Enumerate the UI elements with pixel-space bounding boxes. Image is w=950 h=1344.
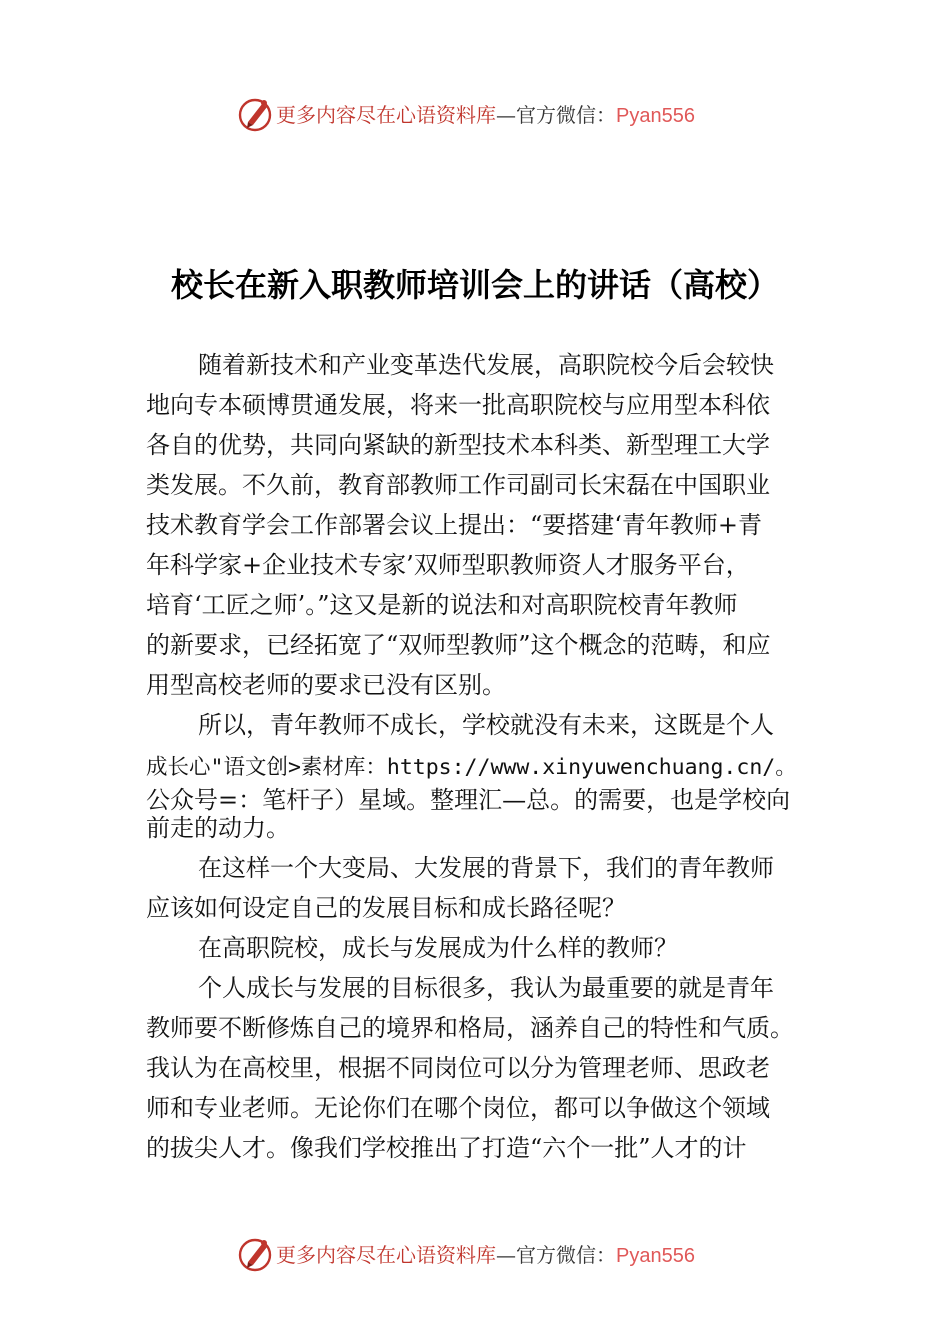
header-banner <box>0 92 950 136</box>
body-line: 的拔尖人才。像我们学校推出了打造“六个一批”人才的计 <box>146 1134 747 1162</box>
body-line: 年科学家+企业技术专家’双师型职教师资人才服务平台， <box>146 551 750 579</box>
body-line: 技术教育学会工作部署会议上提出：“要搭建‘青年教师+青 <box>146 511 763 539</box>
body-line: 应该如何设定自己的发展目标和成长路径呢？ <box>146 894 626 922</box>
body-line: 地向专本硕博贯通发展，将来一批高职院校与应用型本科依 <box>146 391 770 419</box>
banner-library-name: 更多内容尽在心语资料库 <box>276 103 496 127</box>
body-line: 个人成长与发展的目标很多，我认为最重要的就是青年 <box>198 974 774 1002</box>
banner-library-name: 更多内容尽在心语资料库 <box>276 1243 496 1267</box>
body-line: 随着新技术和产业变革迭代发展，高职院校今后会较快 <box>198 351 774 379</box>
body-line: 类发展。不久前，教育部教师工作司副司长宋磊在中国职业 <box>146 471 770 499</box>
banner-text <box>276 101 695 129</box>
banner-wechat-label: —官方微信： <box>496 1243 616 1267</box>
banner-wechat-id: Pyan556 <box>616 105 695 127</box>
body-line: 师和专业老师。无论你们在哪个岗位，都可以争做这个领域 <box>146 1094 770 1122</box>
body-line: 前走的动力。 <box>146 814 290 842</box>
pen-logo-icon <box>236 1234 276 1274</box>
body-line: 所以，青年教师不成长，学校就没有未来，这既是个人 <box>198 711 774 739</box>
body-line: 用型高校老师的要求已没有区别。 <box>146 671 506 699</box>
body-line: 教师要不断修炼自己的境界和格局，涵养自己的特性和气质。 <box>146 1014 794 1042</box>
body-line: 公众号=：笔杆子）星域。整理汇—总。的需要，也是学校向 <box>146 786 791 814</box>
banner-text <box>276 1241 695 1269</box>
document-title: 校长在新入职教师培训会上的讲话（高校） <box>170 266 779 304</box>
pen-logo-icon <box>236 94 276 134</box>
banner-wechat-label: —官方微信： <box>496 103 616 127</box>
body-line: 在这样一个大变局、大发展的背景下，我们的青年教师 <box>198 854 774 882</box>
body-line-url: 成长心"语文创>素材库：https://www.xinyuwenchuang.cn/。 <box>146 755 797 780</box>
body-line: 的新要求，已经拓宽了“双师型教师”这个概念的范畴，和应 <box>146 631 771 659</box>
body-line: 各自的优势，共同向紧缺的新型技术本科类、新型理工大学 <box>146 431 770 459</box>
body-line: 培育‘工匠之师’。”这又是新的说法和对高职院校青年教师 <box>146 591 738 619</box>
footer-banner <box>0 1232 950 1276</box>
body-line: 在高职院校，成长与发展成为什么样的教师？ <box>198 934 678 962</box>
banner-wechat-id: Pyan556 <box>616 1245 695 1267</box>
body-line: 我认为在高校里，根据不同岗位可以分为管理老师、思政老 <box>146 1054 770 1082</box>
